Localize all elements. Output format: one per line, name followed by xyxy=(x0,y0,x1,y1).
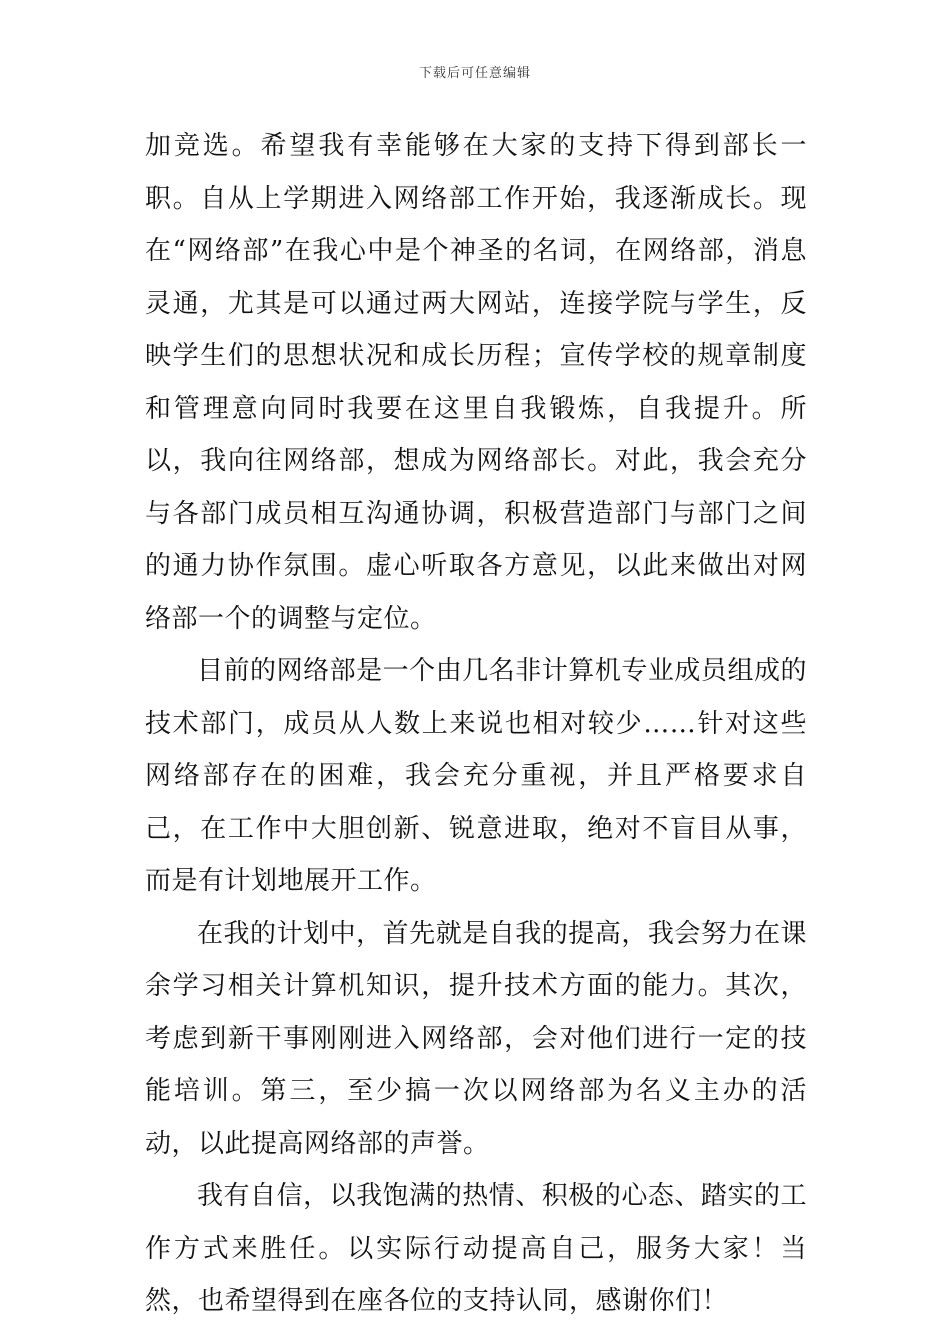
document-body xyxy=(145,120,807,1328)
page-header: 下载后可任意编辑 xyxy=(418,66,531,81)
paragraph-1: 加竞选。希望我有幸能够在大家的支持下得到部长一职。自从上学期进入网络部工作开始，我逐渐成长。现在“网络部”在我心中是个神圣的名词，在网络部，消息灵通，尤其是可以通过两大网站，连接学院与学生，反映学生们的思想状况和成长历程；宣传学校的规章制度和管理意向同时我要在这里自我锻炼，自我提升。所以，我向往网络部，想成为网络部长。对此，我会充分与各部门成员相互沟通协调，积极营造部门与部门之间的通力协作氛围。虚心听取各方意见，以此来做出对网络部一个的调整与定位。 xyxy=(145,131,807,634)
paragraph-4: 我有自信，以我饱满的热情、积极的心态、踏实的工作方式来胜任。以实际行动提高自己，服务大家！当然，也希望得到在座各位的支持认同，感谢你们！ xyxy=(145,1181,807,1316)
paragraph-3: 在我的计划中，首先就是自我的提高，我会努力在课余学习相关计算机知识，提升技术方面的能力。其次，考虑到新干事刚刚进入网络部，会对他们进行一定的技能培训。第三，至少搞一次以网络部为名义主办的活动，以此提高网络部的声誉。 xyxy=(145,918,807,1159)
paragraph-2: 目前的网络部是一个由几名非计算机专业成员组成的技术部门，成员从人数上来说也相对较少……针对这些网络部存在的困难，我会充分重视，并且严格要求自己，在工作中大胆创新、锐意进取，绝对不盲目从事，而是有计划地展开工作。 xyxy=(145,656,807,896)
